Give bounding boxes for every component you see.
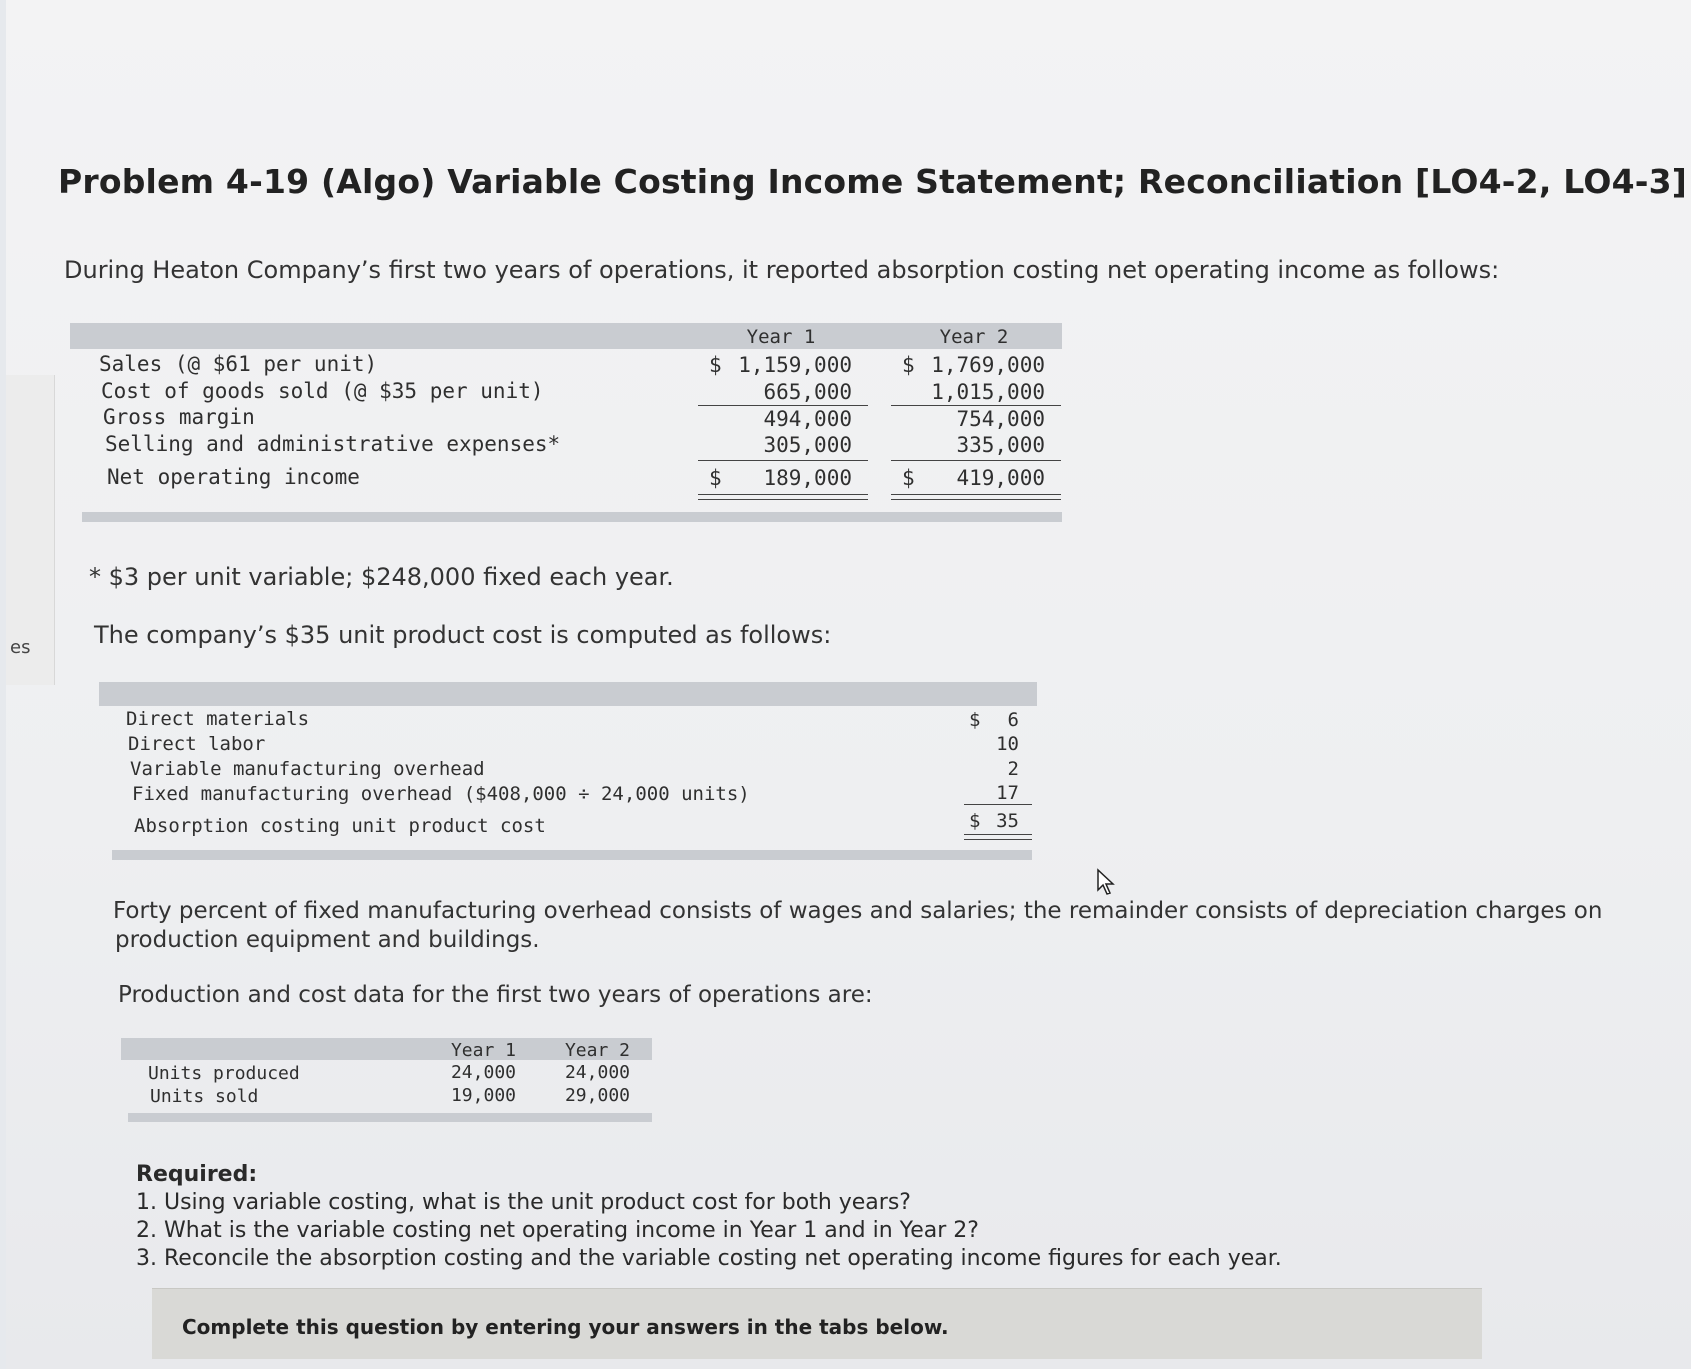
year1-header: Year 1 bbox=[746, 326, 816, 348]
row-label-gross-margin: Gross margin bbox=[103, 405, 255, 429]
units-produced-y2: 24,000 bbox=[564, 1062, 630, 1083]
production-label-units-produced: Units produced bbox=[148, 1063, 300, 1084]
page bbox=[6, 0, 1691, 1369]
y2-rule-2 bbox=[891, 460, 1061, 461]
required-item-3: 3. Reconcile the absorption costing and the variable costing net operating income figures for each year. bbox=[136, 1246, 1282, 1271]
production-label-units-sold: Units sold bbox=[150, 1086, 259, 1107]
banner-text: Complete this question by entering your answers in the tabs below. bbox=[182, 1315, 949, 1339]
uc-variable-overhead: 2 bbox=[1007, 758, 1019, 780]
uc-direct-labor: 10 bbox=[996, 733, 1019, 755]
required-section bbox=[136, 1161, 1282, 1273]
footnote: * $3 per unit variable; $248,000 fixed each year. bbox=[89, 563, 674, 591]
y2-double-rule bbox=[891, 494, 1061, 500]
unit-cost-footer-band bbox=[112, 850, 1032, 860]
uc-label-absorption-cost: Absorption costing unit product cost bbox=[134, 815, 546, 837]
uc-label-direct-labor: Direct labor bbox=[128, 733, 266, 755]
units-sold-y1: 19,000 bbox=[450, 1085, 516, 1106]
overhead-note-line-1: Forty percent of fixed manufacturing overhead consists of wages and salaries; the remainder consists of depreciation charges on bbox=[113, 898, 1603, 924]
y1-net-income: 189,000 bbox=[763, 466, 852, 490]
required-item-2: 2. What is the variable costing net operating income in Year 1 and in Year 2? bbox=[136, 1218, 979, 1243]
y2-gross-margin: 754,000 bbox=[956, 407, 1045, 431]
mouse-cursor-icon bbox=[1096, 868, 1118, 898]
uc-total-dollar: $ bbox=[969, 810, 981, 832]
y2-selling-admin: 335,000 bbox=[956, 433, 1045, 457]
y1-rule-2 bbox=[698, 460, 868, 461]
production-intro: Production and cost data for the first two years of operations are: bbox=[118, 982, 873, 1008]
problem-title: Problem 4-19 (Algo) Variable Costing Income Statement; Reconciliation [LO4-2, LO4-3] bbox=[58, 162, 1688, 201]
sidebar-tab[interactable] bbox=[6, 375, 55, 685]
production-year1-header: Year 1 bbox=[450, 1040, 516, 1061]
row-label-selling-admin: Selling and administrative expenses* bbox=[105, 432, 561, 456]
production-year2-header: Year 2 bbox=[564, 1040, 630, 1061]
units-sold-y2: 29,000 bbox=[564, 1085, 630, 1106]
overhead-note-line-2: production equipment and buildings. bbox=[115, 927, 540, 953]
y2-cogs: 1,015,000 bbox=[931, 380, 1045, 404]
uc-absorption-cost: 35 bbox=[996, 810, 1019, 832]
unit-cost-header-band bbox=[99, 682, 1037, 706]
y1-sales: 1,159,000 bbox=[738, 353, 852, 377]
y1-sales-dollar: $ bbox=[709, 353, 722, 377]
sidebar-tab-label: es bbox=[10, 637, 31, 658]
uc-label-direct-materials: Direct materials bbox=[126, 708, 310, 730]
y1-double-rule bbox=[698, 494, 868, 500]
y1-cogs: 665,000 bbox=[763, 380, 852, 404]
uc-rule bbox=[964, 804, 1032, 805]
unit-cost-intro: The company’s $35 unit product cost is computed as follows: bbox=[94, 621, 832, 649]
uc-fixed-overhead: 17 bbox=[996, 782, 1019, 804]
row-label-sales: Sales (@ $61 per unit) bbox=[99, 352, 378, 376]
uc-label-variable-overhead: Variable manufacturing overhead bbox=[130, 758, 485, 780]
uc-double-rule bbox=[964, 834, 1032, 840]
y1-net-dollar: $ bbox=[709, 466, 722, 490]
y1-selling-admin: 305,000 bbox=[763, 433, 852, 457]
footer-band bbox=[82, 512, 1062, 522]
y2-sales-dollar: $ bbox=[902, 353, 915, 377]
uc-direct-materials: 6 bbox=[1007, 709, 1019, 731]
uc-label-fixed-overhead: Fixed manufacturing overhead ($408,000 ÷ 24,000 units) bbox=[132, 783, 750, 805]
y2-net-income: 419,000 bbox=[956, 466, 1045, 490]
y1-rule-1 bbox=[698, 405, 868, 406]
intro-text: During Heaton Company’s first two years of operations, it reported absorption costing net operating income as follows: bbox=[64, 256, 1500, 284]
y1-gross-margin: 494,000 bbox=[763, 407, 852, 431]
required-item-1: 1. Using variable costing, what is the unit product cost for both years? bbox=[136, 1190, 911, 1215]
row-label-net-income: Net operating income bbox=[107, 465, 360, 489]
y2-sales: 1,769,000 bbox=[931, 353, 1045, 377]
y2-net-dollar: $ bbox=[902, 466, 915, 490]
required-heading: Required: bbox=[136, 1162, 258, 1187]
units-produced-y1: 24,000 bbox=[450, 1062, 516, 1083]
year2-header: Year 2 bbox=[939, 326, 1009, 348]
row-label-cogs: Cost of goods sold (@ $35 per unit) bbox=[101, 379, 544, 403]
uc-dm-dollar: $ bbox=[969, 709, 981, 731]
instruction-banner bbox=[152, 1288, 1482, 1359]
y2-rule-1 bbox=[891, 405, 1061, 406]
production-footer-band bbox=[128, 1113, 652, 1122]
